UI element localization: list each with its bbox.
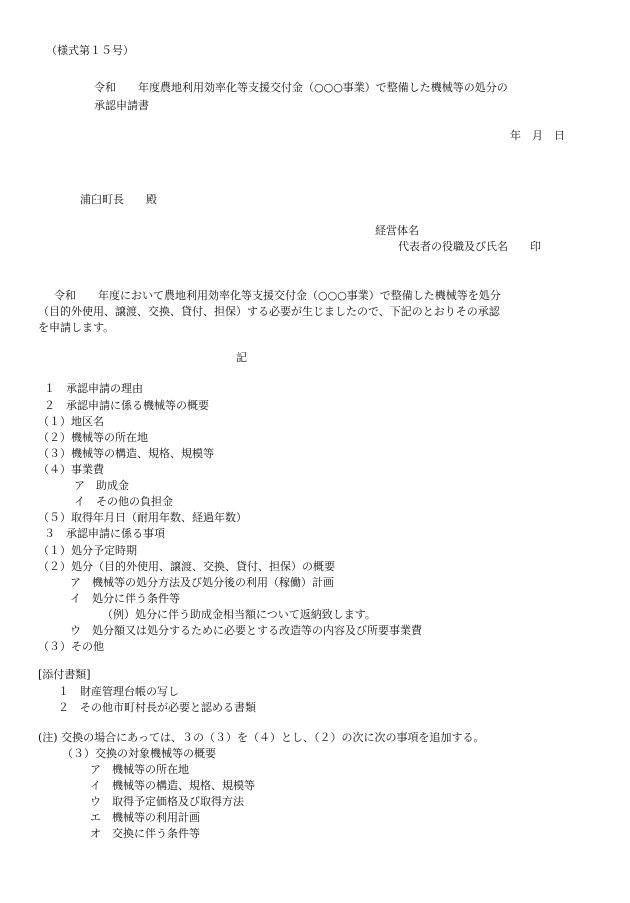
list-item: （例）処分に伴う助成金相当額について返納致します。 (102, 608, 376, 621)
note-item: ア 機械等の所在地 (90, 763, 189, 776)
applicant-org-label: 経営体名 (375, 224, 419, 237)
list-item: ア 機械等の処分方法及び処分後の利用（稼働）計画 (70, 576, 334, 589)
list-item: ２ 承認申請に係る機械等の概要 (44, 399, 209, 412)
list-item: （５）取得年月日（耐用年数、経過年数） (38, 511, 247, 524)
list-item: イ 処分に伴う条件等 (70, 592, 180, 605)
list-item: ３ 承認申請に係る事項 (44, 527, 165, 540)
applicant-rep-label: 代表者の役職及び氏名 印 (398, 240, 541, 253)
body-line1: 令和 年度において農地利用効率化等支援交付金（○○○事業）で整備した機械等を処分 (54, 289, 501, 302)
list-item: イ その他の負担金 (74, 495, 173, 508)
list-item: （２）機械等の所在地 (38, 431, 148, 444)
list-item: ア 助成金 (74, 479, 129, 492)
note-item: オ 交換に伴う条件等 (90, 827, 200, 840)
list-item: （１）処分予定時期 (38, 544, 137, 557)
body-line2: （目的外使用、譲渡、交換、貸付、担保）する必要が生じましたので、下記のとおりその承認 (38, 305, 500, 318)
list-item: （３）機械等の構造、規格、規模等 (38, 447, 214, 460)
note-item: イ 機械等の構造、規格、規模等 (90, 779, 255, 792)
list-item: ウ 処分額又は処分するために必要とする改造等の内容及び所要事業費 (70, 624, 422, 637)
list-item: （１）地区名 (38, 415, 104, 428)
list-item: １ 承認申請の理由 (44, 382, 143, 395)
document-title-line1: 令和 年度農地利用効率化等支援交付金（○○○事業）で整備した機械等の処分の (94, 81, 508, 94)
attachments-heading: [添付書類] (38, 668, 91, 681)
note-item: エ 機械等の利用計画 (90, 811, 200, 824)
list-item: （３）その他 (38, 640, 104, 653)
addressee: 浦臼町長 殿 (80, 193, 157, 206)
list-item: （２）処分（目的外使用、譲渡、交換、貸付、担保）の概要 (38, 560, 335, 573)
note-sub-heading: （３）交換の対象機械等の概要 (62, 747, 216, 760)
attachment-item: １ 財産管理台帳の写し (58, 685, 179, 698)
date-line: 年 月 日 (510, 129, 565, 142)
list-item: （４）事業費 (38, 463, 104, 476)
note-item: ウ 取得予定価格及び取得方法 (90, 795, 244, 808)
ki-heading: 記 (236, 351, 247, 364)
body-line3: を申請します。 (38, 321, 115, 334)
note-line: (注) 交換の場合にあっては、３の（３）を（４）とし、（２）の次に次の事項を追加する。 (38, 731, 485, 744)
form-number: （様式第１５号） (46, 44, 134, 57)
attachment-item: ２ その他市町村長が必要と認める書類 (58, 701, 256, 714)
document-title-line2: 承認申請書 (94, 99, 149, 112)
